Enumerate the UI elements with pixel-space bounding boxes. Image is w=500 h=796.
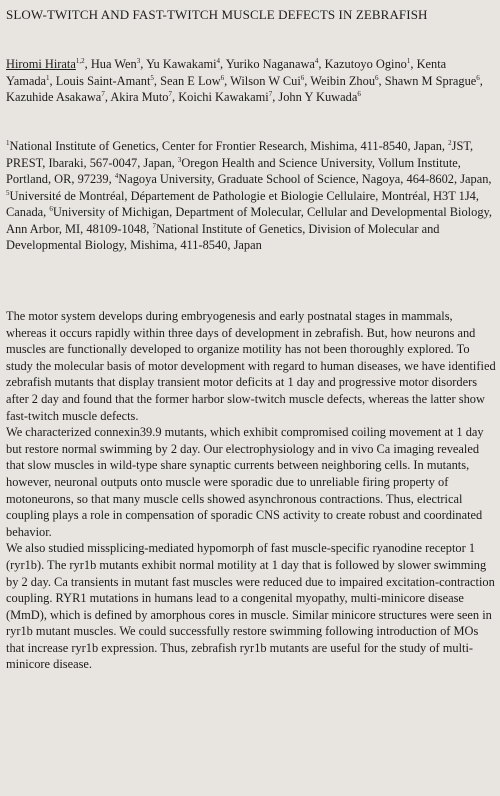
author-name: Hua Wen	[90, 57, 137, 71]
author-affiliation-marker: 7	[168, 89, 172, 98]
abstract-paragraph: The motor system develops during embryogenesis and early postnatal stages in mammals, whereas it occurs rapidly within three days of development in zebrafish. But, how neurons and muscles are functionally developed to organize motility has not been thoroughly explored. To study the molecular basis of motor development with regard to human diseases, we have identified zebrafish mutants that display transient motor deficits at 1 day and progressive motor disorders after 2 day and found that the former harbor slow-twitch muscle defects, whereas the latter show fast-twitch muscle defects.	[6, 309, 496, 423]
author-name: Shawn M Sprague	[384, 73, 477, 88]
author-affiliation-marker: 6	[300, 73, 305, 82]
abstract-title: SLOW-TWITCH AND FAST-TWITCH MUSCLE DEFECTS IN ZEBRAFISH	[6, 7, 428, 22]
affiliation-number: 4	[114, 171, 119, 180]
affiliation-text: National Institute of Genetics, Division of Molecular and Developmental Biology, Mishima, 411-8540, Japan	[6, 221, 440, 252]
author-name: Sean E Low	[160, 73, 221, 88]
author-affiliation-marker: 6	[375, 73, 379, 82]
author-list: Hiromi Hirata$^{1,2}$, Hua Wen$^3$, Yu Kawakami$^4$, Yuriko Naganawa$^4$, Kazutoyo Ogino$^1$, Kenta Yamada$^1$, Louis Saint-Amant$^5$, Sean E Low$^6$, Wilson W Cui$^6$, Weibin Zhou$^6$, Shawn M Sprague$^6$, Kazuhide Asakawa$^7$, Akira Muto$^7$, Koichi Kawakami$^7$, John Y Kuwada$^6$	[6, 56, 483, 104]
abstract-body	[6, 308, 496, 673]
author-affiliation-marker: 4	[314, 56, 319, 65]
author-name: Yu Kawakami	[145, 57, 217, 71]
author-affiliation-marker: 7	[101, 89, 105, 98]
author-name: Kazutoyo Ogino	[324, 57, 407, 71]
affiliation-number: 1	[6, 138, 10, 147]
affiliation-number: 6	[49, 204, 53, 213]
author-affiliation-marker: 1	[406, 56, 411, 65]
affiliation-number: 3	[177, 155, 182, 164]
author-name: Yuriko Naganawa	[225, 57, 315, 71]
abstract-paragraph: We also studied missplicing-mediated hypomorph of fast muscle-specific ryanodine receptor 1 (ryr1b). The ryr1b mutants exhibit normal motility at 1 day that is followed by slower swimming by 2 day. Ca transients in mutant fast muscles were reduced due to impaired excitation-contraction coupling. RYR1 mutations in humans lead to a congenital myopathy, multi-minicore disease (MmD), which is defined by amorphous cores in muscle. Similar minicore structures were seen in ryr1b mutant muscles. We could successfully restore swimming following introduction of MOs that increase ryr1b expression. Thus, zebrafish ryr1b mutants are useful for the study of multi-minicore disease.	[6, 541, 495, 672]
author-affiliation-marker: 6	[357, 89, 361, 98]
author-name: Kenta Yamada	[6, 57, 447, 88]
author-name: Louis Saint-Amant	[55, 73, 151, 88]
author-name: Hiromi Hirata	[6, 57, 76, 71]
author-affiliation-marker: 3	[136, 56, 141, 65]
affiliation-text: Nagoya University, Graduate School of Science, Nagoya, 464-8602, Japan	[118, 172, 489, 186]
affiliation-list: $^1$National Institute of Genetics, Center for Frontier Research, Mishima, 411-8540, Japan, $^2$JST, PREST, Ibaraki, 567-0047, Japan, $^3$Oregon Health and Science University, Vollum Institute, Portland, OR, 97239, $^4$Nagoya University, Graduate School of Science, Nagoya, 464-8602, Japan, $^5$Université de Montréal, Département de Pathologie et Biologie Cellulaire, Montréal, H3T 1J4, Canada, $^6$University of Michigan, Department of Molecular, Cellular and Developmental Biology, Ann Arbor, MI, 48109-1048, $^7$National Institute of Genetics, Division of Molecular and Developmental Biology, Mishima, 411-8540, Japan	[6, 138, 492, 252]
author-name: Wilson W Cui	[230, 73, 301, 88]
author-affiliation-marker: 1,2	[75, 56, 85, 65]
affiliation-number: 7	[152, 221, 156, 230]
affiliation-text: National Institute of Genetics, Center for Frontier Research, Mishima, 411-8540, Japan	[9, 139, 442, 153]
affiliation-text: University of Michigan, Department of Molecular, Cellular and Developmental Biology, Ann Arbor, MI, 48109-1048	[6, 205, 492, 236]
author-affiliation-marker: 7	[268, 89, 273, 98]
author-name: Kazuhide Asakawa	[6, 90, 102, 104]
author-affiliation-marker: 6	[220, 73, 225, 82]
author-name: Weibin Zhou	[310, 73, 376, 88]
author-affiliation-marker: 6	[476, 73, 480, 82]
author-affiliation-marker: 5	[150, 73, 154, 82]
author-affiliation-marker: 1	[46, 73, 50, 82]
affiliation-number: 2	[448, 138, 452, 147]
abstract-paragraph: We characterized connexin39.9 mutants, which exhibit compromised coiling movement at 1 day but restore normal swimming by 2 day. Our electrophysiology and in vivo Ca imaging revealed that slow muscles in wild-type share synaptic currents between neighboring cells. In mutants, however, neuronal outputs onto muscle were sporadic due to unreliable firing property of motoneurons, so that many muscle cells showed asynchronous contractions. Thus, electrical coupling plays a role in compensation of sporadic CNS activity to create robust and coordinated behavior.	[6, 425, 484, 539]
author-name: John Y Kuwada	[278, 90, 358, 104]
affiliation-text: Oregon Health and Science University, Vollum Institute, Portland, OR, 97239	[6, 155, 461, 186]
author-affiliation-marker: 4	[216, 56, 221, 65]
affiliation-number: 5	[6, 188, 10, 197]
author-name: Akira Muto	[110, 90, 169, 104]
affiliation-text: JST, PREST, Ibaraki, 567-0047, Japan	[6, 139, 474, 170]
author-name: Koichi Kawakami	[178, 90, 269, 104]
affiliation-text: Université de Montréal, Département de Pathologie et Biologie Cellulaire, Montréal, H3T 1J4, Canada	[6, 188, 479, 219]
